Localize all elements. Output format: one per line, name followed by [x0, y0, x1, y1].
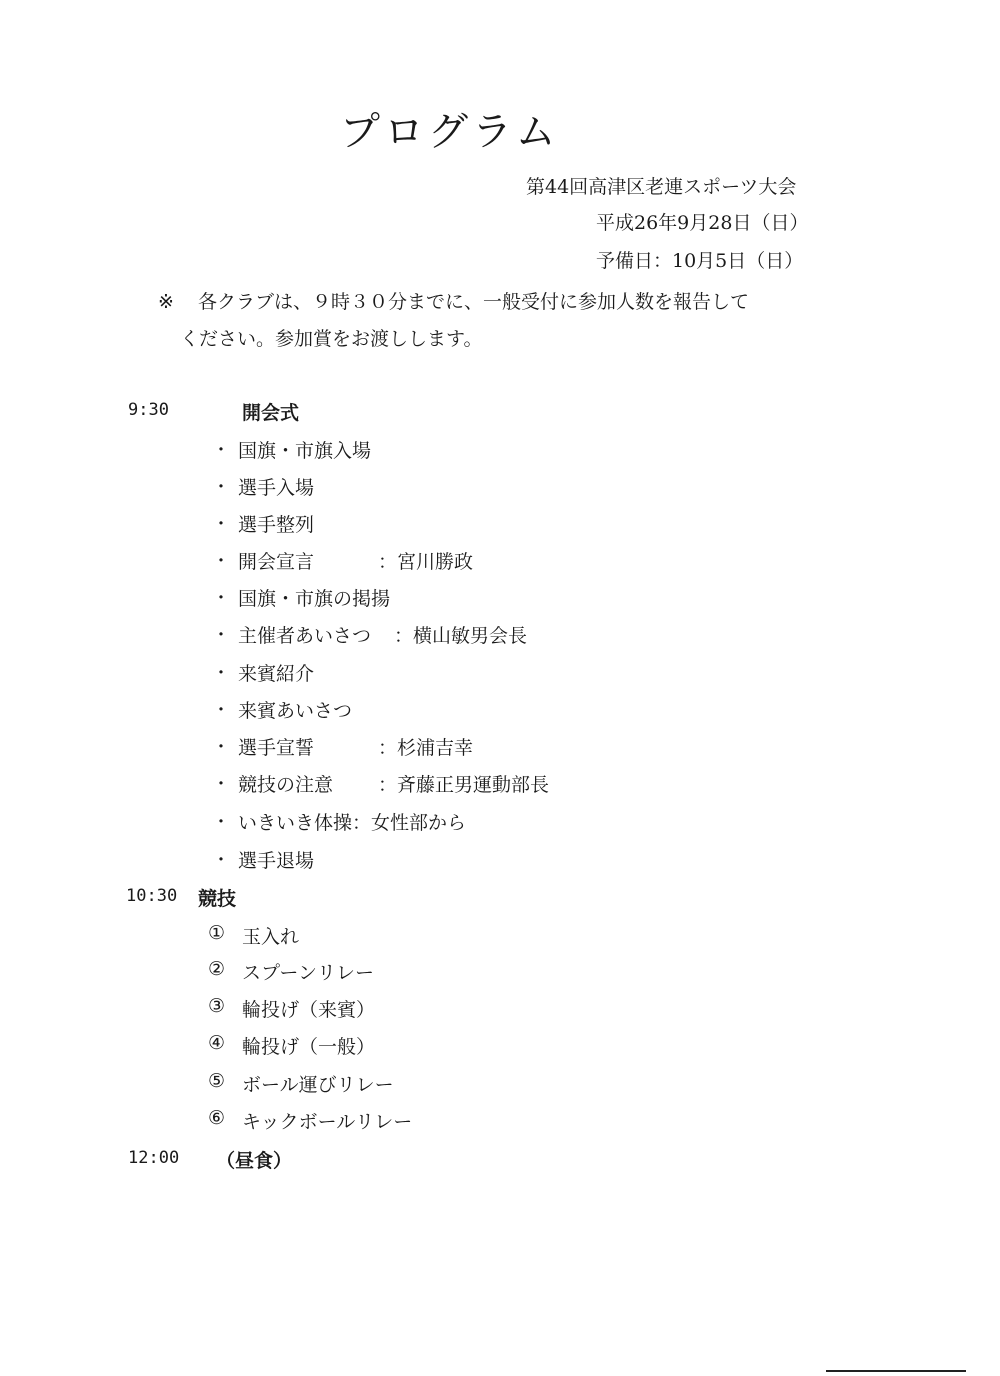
event-number: ④	[208, 1032, 226, 1054]
opening-item-label: 来賓あいさつ	[238, 700, 353, 722]
notice-mark: ※	[158, 291, 174, 313]
event-number: ②	[208, 958, 226, 980]
reserve-date: 予備日：10月5日（日）	[596, 250, 804, 272]
opening-time: 9:30	[128, 400, 169, 420]
opening-item-label: 主催者あいさつ	[238, 625, 372, 647]
opening-item-label: 選手入場	[238, 477, 315, 499]
event-number: ⑤	[208, 1070, 226, 1092]
opening-heading: 開会式	[242, 402, 300, 424]
events-heading: 競技	[198, 888, 237, 910]
page-title: プログラム	[340, 109, 560, 155]
bullet: ・	[212, 440, 230, 461]
event-number: ③	[208, 995, 226, 1017]
bullet: ・	[212, 514, 230, 535]
opening-item-label: いきいき体操：女性部から	[238, 812, 467, 834]
notice-line-1: 各クラブは、９時３０分までに、一般受付に参加人数を報告して	[198, 291, 750, 313]
opening-item-label: 国旗・市旗の掲揚	[238, 588, 391, 610]
bullet: ・	[212, 850, 230, 871]
notice-line-2: ください。参加賞をお渡しします。	[180, 328, 483, 350]
bullet: ・	[212, 812, 230, 833]
event-name: 玉入れ	[242, 926, 300, 948]
opening-item-label: 来賓紹介	[238, 663, 315, 685]
bullet: ・	[212, 625, 230, 646]
bullet: ・	[212, 700, 230, 721]
opening-item-label: 国旗・市旗入場	[238, 440, 372, 462]
opening-item-label: 選手整列	[238, 514, 315, 536]
bullet: ・	[212, 588, 230, 609]
opening-item-value: ：横山敏男会長	[394, 625, 528, 647]
lunch-time: 12:00	[128, 1148, 180, 1168]
bullet: ・	[212, 774, 230, 795]
lunch-heading: （昼食）	[216, 1150, 293, 1172]
event-number: ①	[208, 922, 226, 944]
opening-item-label: 選手退場	[238, 850, 315, 872]
opening-item-value: ：杉浦吉幸	[378, 737, 474, 759]
bullet: ・	[212, 663, 230, 684]
event-date: 平成26年9月28日（日）	[596, 212, 809, 234]
opening-item-value: ：斉藤正男運動部長	[378, 774, 550, 796]
opening-item-label: 開会宣言	[238, 551, 315, 573]
event-name: キックボールリレー	[242, 1111, 413, 1133]
event-name: スプーンリレー	[242, 962, 375, 984]
events-time: 10:30	[126, 886, 178, 906]
bullet: ・	[212, 737, 230, 758]
scan-edge-line	[826, 1370, 966, 1372]
event-name: 輪投げ（一般）	[242, 1036, 376, 1058]
opening-item-label: 競技の注意	[238, 774, 334, 796]
event-name: 輪投げ（来賓）	[242, 999, 376, 1021]
event-name: ボール運びリレー	[242, 1074, 394, 1096]
event-number: ⑥	[208, 1107, 226, 1129]
notice	[158, 284, 749, 358]
opening-item-value: ：宮川勝政	[378, 551, 474, 573]
bullet: ・	[212, 551, 230, 572]
bullet: ・	[212, 477, 230, 498]
event-name: 第44回高津区老連スポーツ大会	[526, 176, 797, 198]
opening-item-label: 選手宣誓	[238, 737, 315, 759]
